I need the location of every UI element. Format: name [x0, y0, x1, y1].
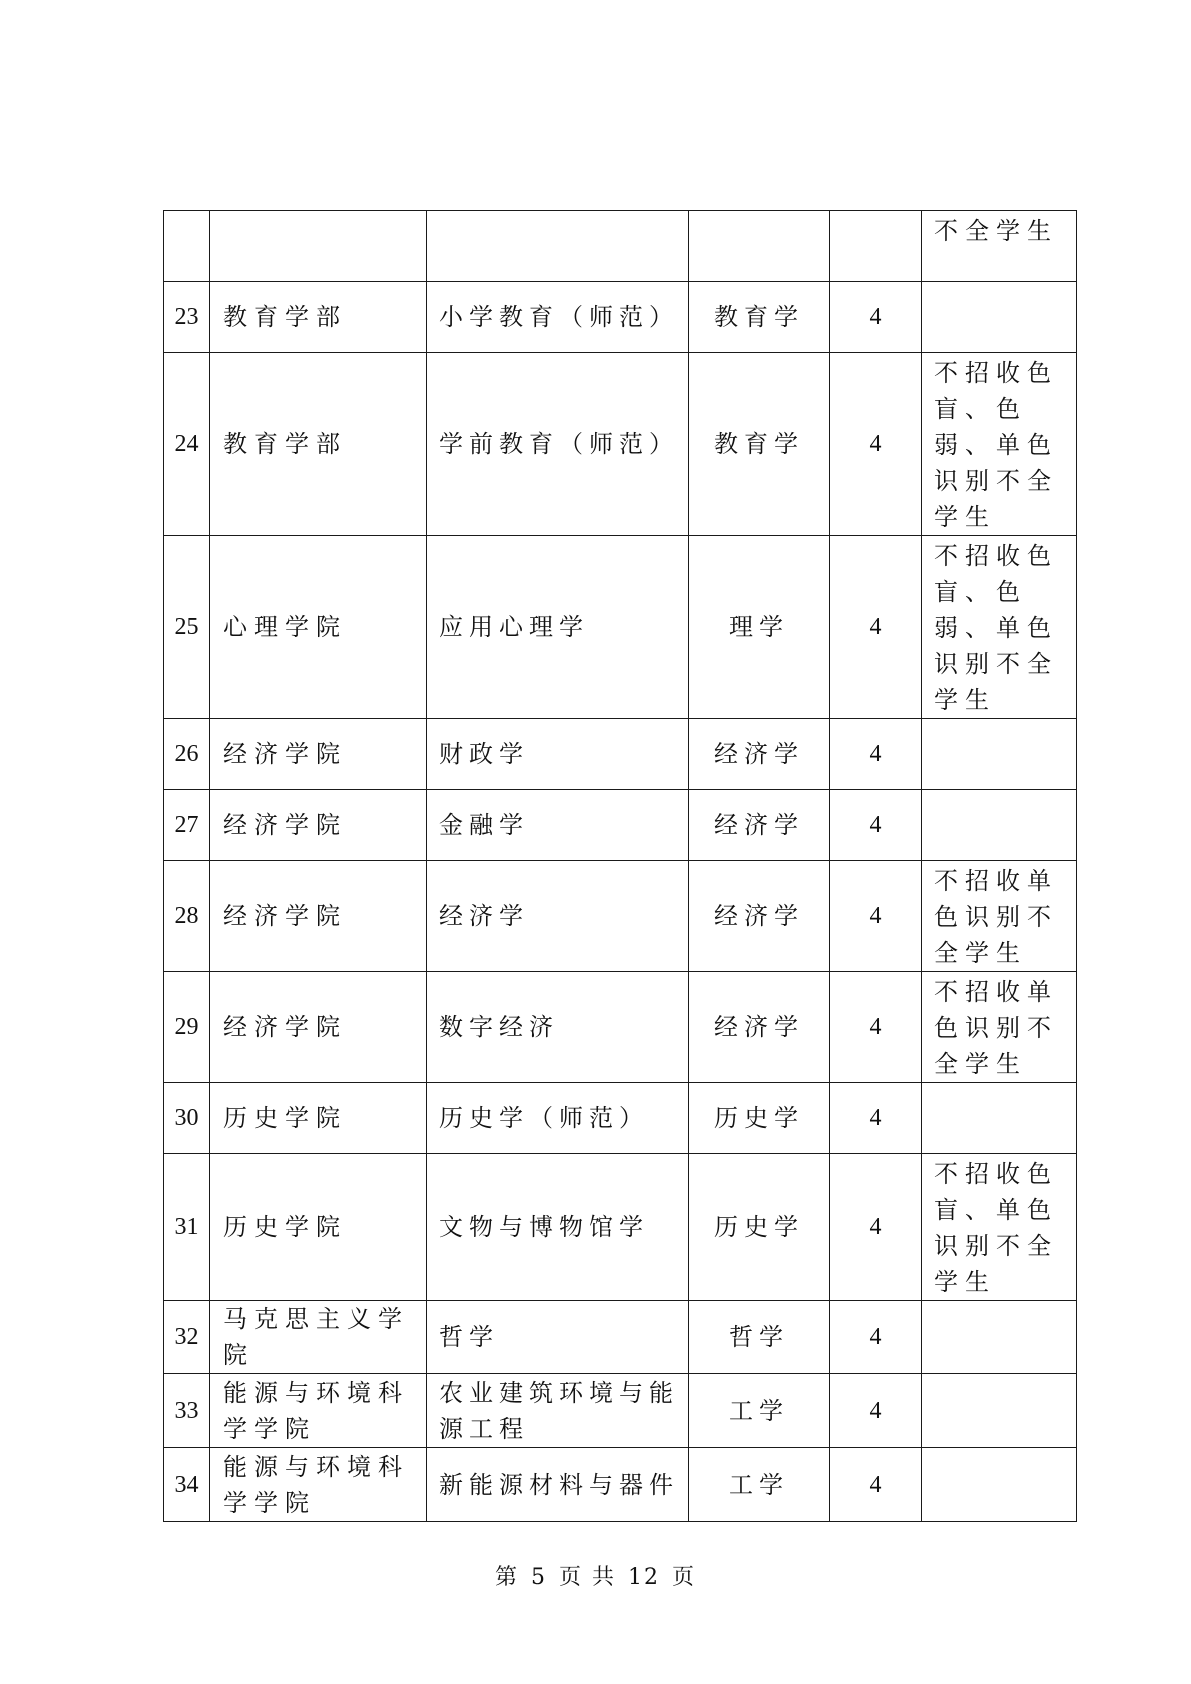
note-cell: [922, 1083, 1077, 1154]
note-cell: [922, 1374, 1077, 1448]
table-row: [164, 972, 1077, 1083]
note-text: [934, 1484, 1076, 1486]
college-cell: 历史学院: [210, 1083, 427, 1154]
college-cell: 教育学部: [210, 353, 427, 536]
table-row: [164, 282, 1077, 353]
page-footer: [0, 1560, 1191, 1591]
major-cell: 新能源材料与器件: [427, 1448, 689, 1522]
study-years-cell: 4: [830, 719, 922, 790]
note-cell: [922, 282, 1077, 353]
note-text: [934, 1336, 1076, 1338]
note-cell: [922, 353, 1077, 536]
note-cell: [922, 211, 1077, 282]
discipline-category-cell: [689, 211, 830, 282]
major-cell: 农业建筑环境与能源工程: [427, 1374, 689, 1448]
discipline-category-cell: 教育学: [689, 282, 830, 353]
major-cell: 学前教育（师范）: [427, 353, 689, 536]
study-years-cell: 4: [830, 972, 922, 1083]
study-years-cell: 4: [830, 1083, 922, 1154]
row-number-cell: 30: [164, 1083, 210, 1154]
major-cell: 哲学: [427, 1301, 689, 1374]
major-cell: 文物与博物馆学: [427, 1154, 689, 1301]
table-row: [164, 719, 1077, 790]
college-cell: 心理学院: [210, 536, 427, 719]
table-row: [164, 211, 1077, 282]
college-cell: [210, 211, 427, 282]
discipline-category-cell: 教育学: [689, 353, 830, 536]
row-number-cell: 25: [164, 536, 210, 719]
note-text: 不招收色盲、单色识别不全学生: [934, 1160, 1058, 1296]
note-cell: [922, 1301, 1077, 1374]
note-text: [934, 1117, 1076, 1119]
discipline-category-cell: 工学: [689, 1374, 830, 1448]
table-row: [164, 536, 1077, 719]
note-text: 不招收单色识别不全学生: [934, 978, 1058, 1078]
study-years-cell: 4: [830, 861, 922, 972]
study-years-cell: 4: [830, 1448, 922, 1522]
major-cell: 金融学: [427, 790, 689, 861]
row-number-cell: 32: [164, 1301, 210, 1374]
discipline-category-cell: 经济学: [689, 790, 830, 861]
row-number-cell: 26: [164, 719, 210, 790]
discipline-category-cell: 工学: [689, 1448, 830, 1522]
row-number-cell: 24: [164, 353, 210, 536]
note-cell: [922, 719, 1077, 790]
row-number-cell: 23: [164, 282, 210, 353]
discipline-category-cell: 经济学: [689, 861, 830, 972]
row-number-cell: 28: [164, 861, 210, 972]
row-number-cell: 27: [164, 790, 210, 861]
major-cell: 历史学（师范）: [427, 1083, 689, 1154]
current-page-number: 5: [531, 1565, 547, 1590]
table-row: [164, 1374, 1077, 1448]
college-cell: 能源与环境科学学院: [210, 1448, 427, 1522]
study-years-cell: 4: [830, 1301, 922, 1374]
college-cell: 经济学院: [210, 790, 427, 861]
discipline-category-cell: 历史学: [689, 1154, 830, 1301]
discipline-category-cell: 历史学: [689, 1083, 830, 1154]
discipline-category-cell: 理学: [689, 536, 830, 719]
study-years-cell: 4: [830, 353, 922, 536]
row-number-cell: 31: [164, 1154, 210, 1301]
study-years-cell: 4: [830, 536, 922, 719]
footer-prefix: 第: [494, 1565, 519, 1590]
table-row: [164, 1154, 1077, 1301]
major-cell: 经济学: [427, 861, 689, 972]
note-text: 不招收单色识别不全学生: [934, 867, 1058, 967]
study-years-cell: 4: [830, 1374, 922, 1448]
study-years-cell: 4: [830, 790, 922, 861]
total-pages-number: 12: [628, 1565, 660, 1590]
row-number-cell: 34: [164, 1448, 210, 1522]
table-row: [164, 1448, 1077, 1522]
footer-mid: 页 共: [559, 1565, 616, 1590]
row-number-cell: [164, 211, 210, 282]
study-years-cell: [830, 211, 922, 282]
table-row: [164, 861, 1077, 972]
footer-suffix: 页: [672, 1565, 697, 1590]
note-cell: [922, 972, 1077, 1083]
note-cell: [922, 536, 1077, 719]
note-text: [934, 753, 1076, 755]
row-number-cell: 33: [164, 1374, 210, 1448]
discipline-category-cell: 经济学: [689, 719, 830, 790]
note-text: [934, 824, 1076, 826]
major-cell: 应用心理学: [427, 536, 689, 719]
table-row: [164, 790, 1077, 861]
discipline-category-cell: 哲学: [689, 1301, 830, 1374]
note-cell: [922, 790, 1077, 861]
table-row: [164, 1301, 1077, 1374]
note-text: 不招收色盲、色弱、单色识别不全学生: [934, 359, 1058, 531]
note-text: [934, 316, 1076, 318]
table-row: [164, 353, 1077, 536]
study-years-cell: 4: [830, 1154, 922, 1301]
note-cell: [922, 861, 1077, 972]
major-cell: [427, 211, 689, 282]
major-cell: 小学教育（师范）: [427, 282, 689, 353]
college-cell: 经济学院: [210, 972, 427, 1083]
admissions-major-table: [163, 210, 1077, 1522]
note-cell: [922, 1448, 1077, 1522]
note-text: 不招收色盲、色弱、单色识别不全学生: [934, 542, 1058, 714]
note-text: 不全学生: [934, 217, 1058, 245]
college-cell: 马克思主义学院: [210, 1301, 427, 1374]
note-cell: [922, 1154, 1077, 1301]
college-cell: 能源与环境科学学院: [210, 1374, 427, 1448]
table-row: [164, 1083, 1077, 1154]
college-cell: 经济学院: [210, 719, 427, 790]
discipline-category-cell: 经济学: [689, 972, 830, 1083]
major-cell: 数字经济: [427, 972, 689, 1083]
college-cell: 历史学院: [210, 1154, 427, 1301]
note-text: [934, 1410, 1076, 1412]
major-cell: 财政学: [427, 719, 689, 790]
study-years-cell: 4: [830, 282, 922, 353]
college-cell: 教育学部: [210, 282, 427, 353]
row-number-cell: 29: [164, 972, 210, 1083]
college-cell: 经济学院: [210, 861, 427, 972]
